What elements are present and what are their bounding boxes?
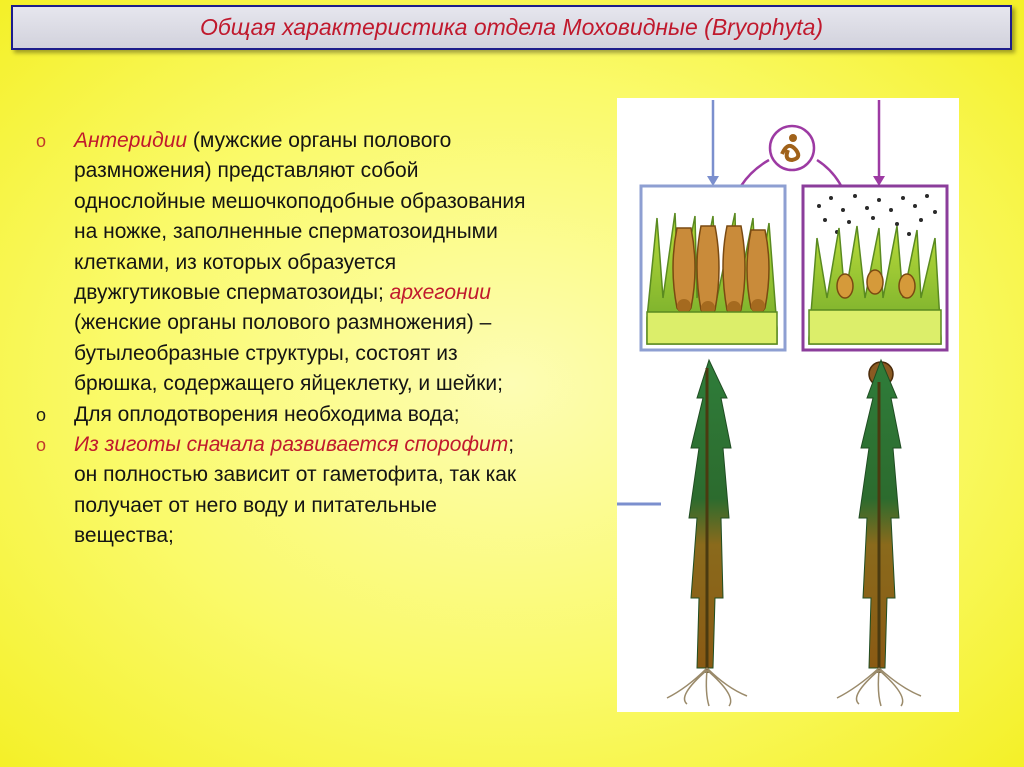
text-block: [36, 126, 536, 552]
term-sporophyte: Из зиготы сначала развивается спорофит: [74, 433, 509, 457]
archegonia-description: (женские органы полового размножения) – бутылеобразные структуры, состоят из брюшка, содержащего яйцеклетку, и шейки;: [74, 311, 503, 396]
water-text: Для оплодотворения необходима вода;: [74, 402, 460, 426]
antheridia-description: (мужские органы полового размножения) представляют собой однослойные мешочкоподобные образования на ножке, заполненные сперматозоидными клетками, из которых образуется двужгутиковые сперматозоиды;: [74, 129, 526, 305]
antheridia-panel: [641, 186, 785, 350]
term-antheridia: Антеридии: [74, 129, 188, 152]
moss-life-cycle-illustration: [617, 98, 959, 712]
slide-title: Общая характеристика отдела Моховидные (Bryophyta): [199, 14, 824, 40]
archegonia-panel: [803, 186, 947, 350]
moss-plant-female: [837, 360, 921, 706]
title-bar: [11, 5, 1012, 50]
bullet-item-water: [36, 400, 536, 430]
bullet-item-sporophyte: [36, 430, 536, 552]
bullet-marker: o: [36, 404, 47, 425]
bullet-marker: o: [36, 131, 47, 151]
bullet-marker: o: [36, 435, 47, 456]
term-archegonia: архегонии: [389, 281, 491, 305]
moss-illustration: [617, 98, 959, 712]
sporophyte-text: ; он полностью зависит от гаметофита, так как получает от него воду и питательные вещества;: [74, 433, 517, 548]
bullet-item-antheridia: [36, 126, 536, 400]
moss-plant-male: [667, 360, 747, 706]
bullet-list: [36, 126, 536, 552]
